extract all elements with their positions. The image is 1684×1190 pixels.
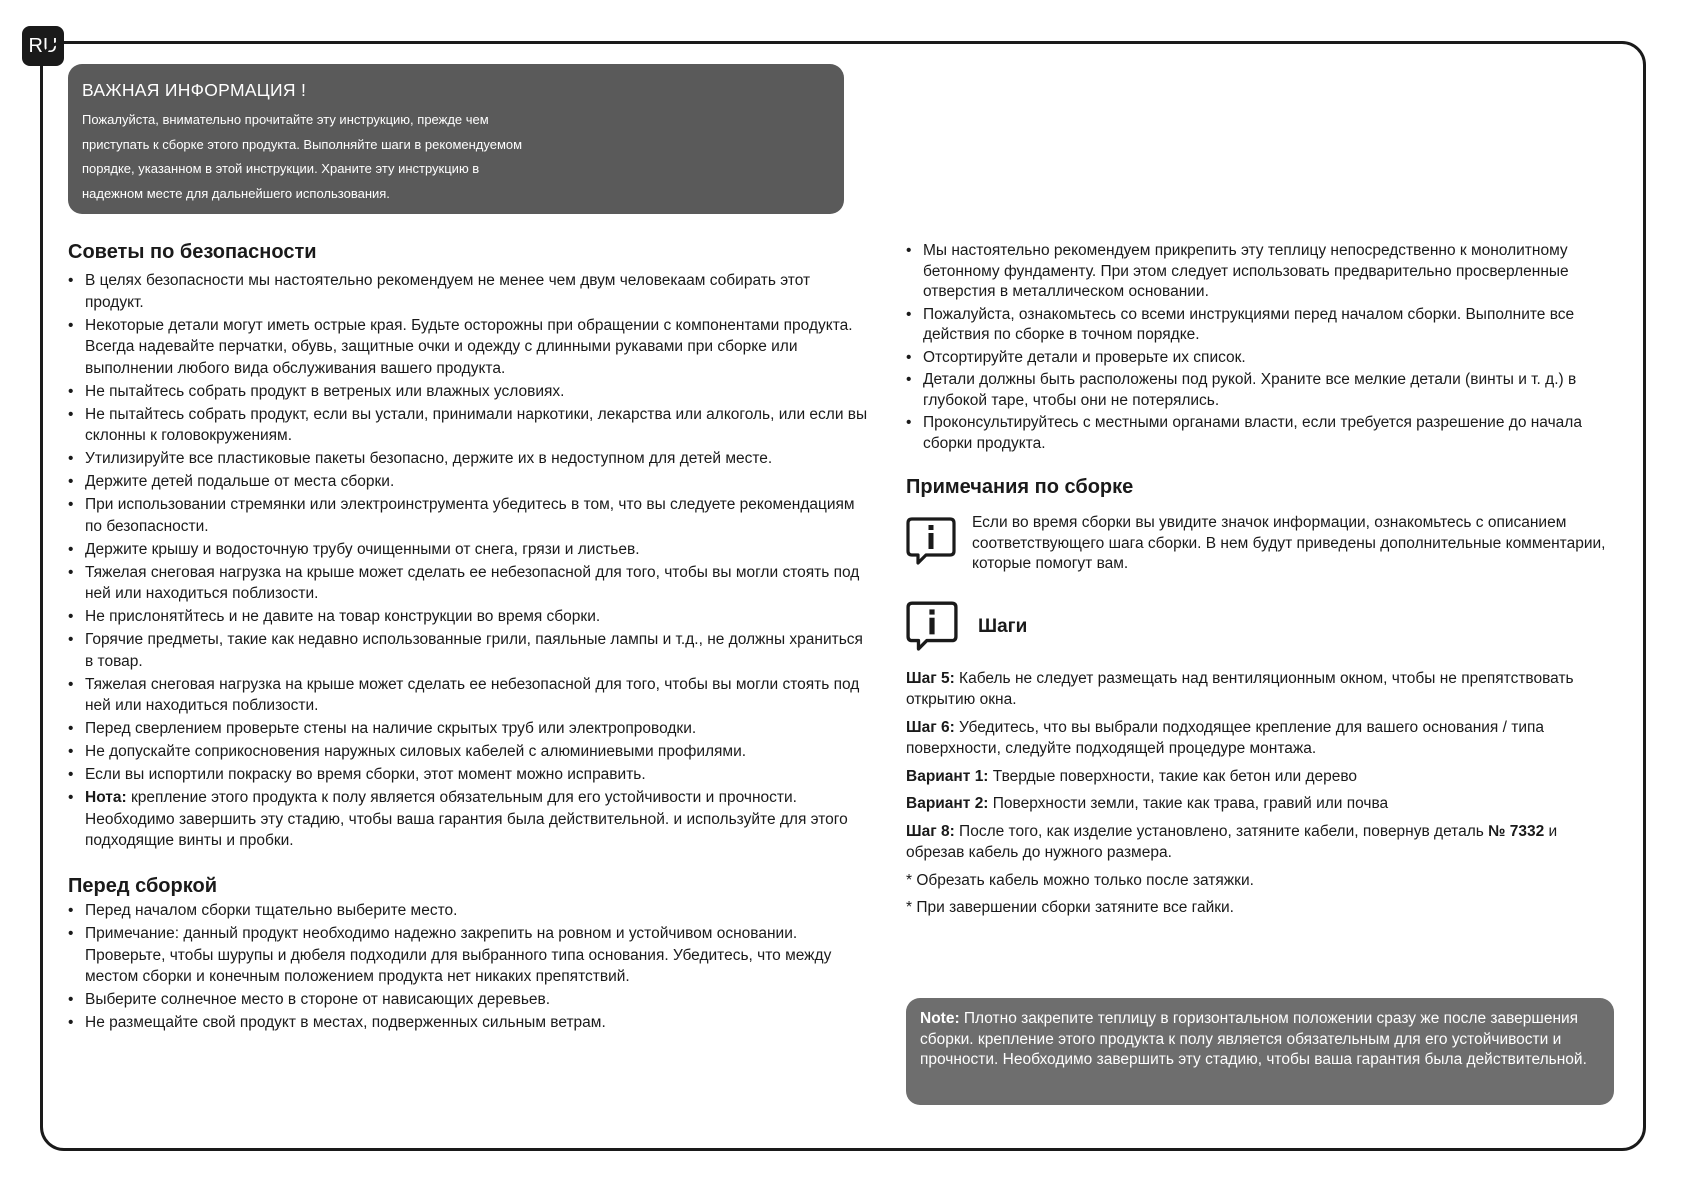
variant-text: Твердые поверхности, такие как бетон или дерево bbox=[988, 767, 1358, 785]
list-item: • Перед началом сборки тщательно выберите место. bbox=[68, 900, 868, 922]
info-note-text: Если во время сборки вы увидите значок информации, ознакомьтесь с описанием соответствующего шага сборки. В нем будут приведены дополнительные комментарии, которые помогут вам. bbox=[972, 514, 1606, 572]
step-text: Убедитесь, что вы выбрали подходящее крепление для вашего основания / типа поверхности, следуйте подходящей процедуре монтажа. bbox=[906, 718, 1544, 757]
list-item: • Не пытайтесь собрать продукт в ветреных или влажных условиях. bbox=[68, 381, 868, 403]
step-label: Шаг 8: bbox=[906, 822, 955, 840]
important-line: приступать к сборке этого продукта. Выполняйте шаги в рекомендуемом bbox=[82, 136, 523, 152]
step-notes bbox=[906, 668, 1616, 919]
list-item: • При использовании стремянки или электроинструмента убедитесь в том, что вы следуете рекомендациям по безопасности. bbox=[68, 494, 868, 537]
note-box bbox=[906, 998, 1614, 1105]
info-icon bbox=[906, 515, 970, 570]
nota-text: крепление этого продукта к полу является обязательным для его устойчивости и прочности. Необходимо завершить эту стадию, чтобы ваша гарантия была действительной. и используйте для этого подходящие винты и пробки. bbox=[85, 789, 848, 849]
step-label: Шаг 6: bbox=[906, 718, 955, 736]
important-info-box bbox=[68, 64, 844, 214]
list-item: • Не размещайте свой продукт в местах, подверженных сильным ветрам. bbox=[68, 1012, 868, 1034]
note-text: Плотно закрепите теплицу в горизонтальном положении сразу же после завершения сборки. крепление этого продукта к полу является обязательным для его устойчивости и прочности. Необходимо завершить эту стадию, чтобы ваша гарантия была действительной. bbox=[920, 1010, 1587, 1068]
variant-2-note bbox=[906, 793, 1616, 815]
list-item: • Горячие предметы, такие как недавно использованные грили, паяльные лампы и т.д., не должны храниться в товар. bbox=[68, 629, 868, 672]
steps-title: Шаги bbox=[978, 616, 1028, 637]
variant-1-note bbox=[906, 766, 1616, 788]
list-item: • Тяжелая снеговая нагрузка на крыше может сделать ее небезопасной для того, чтобы вы могли стоять под ней или находиться поблизости. bbox=[68, 674, 868, 717]
list-item: • Не прислонятйтесь и не давите на товар конструкции во время сборки. bbox=[68, 606, 868, 628]
right-column bbox=[906, 241, 1616, 925]
language-badge: RU bbox=[22, 26, 64, 66]
safety-list bbox=[68, 270, 868, 852]
list-item: • Держите детей подальше от места сборки. bbox=[68, 471, 868, 493]
footnote: * При завершении сборки затяните все гайки. bbox=[906, 899, 1234, 916]
list-item: • Детали должны быть расположены под рукой. Храните все мелкие детали (винты и т. д.) в глубокой таре, чтобы они не потерялись. bbox=[906, 370, 1616, 411]
list-item: • Мы настоятельно рекомендуем прикрепить эту теплицу непосредственно к монолитному бетонному фундаменту. При этом следует использовать предварительно просверленные отверстия в металлическом основании. bbox=[906, 241, 1616, 303]
list-item: • В целях безопасности мы настоятельно рекомендуем не менее чем двум человекаам собирать этот продукт. bbox=[68, 270, 868, 313]
list-item: • Примечание: данный продукт необходимо надежно закрепить на ровном и устойчивом основании. Проверьте, чтобы шурупы и дюбеля подходили для выбранного типа основания. Убедитесь, что между местом сборки и конечным положением продукта нет никаких препятствий. bbox=[68, 923, 868, 988]
list-item: • Отсортируйте детали и проверьте их список. bbox=[906, 348, 1616, 369]
step-8-note bbox=[906, 821, 1616, 864]
step-text: Кабель не следует размещать над вентиляционным окном, чтобы не препятствовать открытию окна. bbox=[906, 669, 1574, 708]
list-item: • Перед сверлением проверьте стены на наличие скрытых труб или электропроводки. bbox=[68, 718, 868, 740]
important-title: ВАЖНАЯ ИНФОРМАЦИЯ ! bbox=[82, 80, 307, 100]
part-number: № 7332 bbox=[1488, 822, 1545, 840]
variant-label: Вариант 2: bbox=[906, 795, 989, 812]
list-item: • Некоторые детали могут иметь острые края. Будьте осторожны при обращении с компонентами продукта. Всегда надевайте перчатки, обувь, защитные очки и одежду с длинными рукавами при сборке или выполнении любого вида обслуживания вашего продукта. bbox=[68, 315, 868, 380]
step-text: и обрезав кабель до нужного размера. bbox=[906, 822, 1558, 861]
info-note-row bbox=[906, 513, 1616, 575]
important-line: надежном месте для дальнейшего использования. bbox=[82, 185, 390, 201]
list-item: • Не допускайте соприкосновения наружных силовых кабелей с алюминиевыми профилями. bbox=[68, 741, 868, 763]
footnote: * Обрезать кабель можно только после затяжки. bbox=[906, 871, 1254, 889]
list-item: • Выберите солнечное место в стороне от нависающих деревьев. bbox=[68, 989, 868, 1011]
list-item: • Тяжелая снеговая нагрузка на крыше может сделать ее небезопасной для того, чтобы вы могли стоять под ней или находиться поблизости. bbox=[68, 562, 868, 605]
list-item: • Если вы испортили покраску во время сборки, этот момент можно исправить. bbox=[68, 764, 868, 786]
step-6-note bbox=[906, 717, 1616, 760]
note-label: Note: bbox=[920, 1010, 960, 1027]
step-5-note bbox=[906, 668, 1616, 711]
assembly-heading: Примечания по сборке bbox=[906, 476, 1134, 498]
list-item: • Не пытайтесь собрать продукт, если вы устали, принимали наркотики, лекарства или алкоголь, или если вы склонны к головокружениям. bbox=[68, 404, 868, 447]
step-label: Шаг 5: bbox=[906, 669, 955, 687]
left-column bbox=[68, 241, 868, 1035]
preparation-list bbox=[906, 241, 1616, 454]
safety-heading: Советы по безопасности bbox=[68, 241, 317, 263]
important-line: порядке, указанном в этой инструкции. Храните эту инструкцию в bbox=[82, 161, 480, 176]
nota-item bbox=[68, 787, 868, 852]
list-item: • Проконсультируйтесь с местными органами власти, если требуется разрешение до начала сборки продукта. bbox=[906, 413, 1616, 454]
variant-text: Поверхности земли, такие как трава, гравий или почва bbox=[988, 795, 1389, 812]
important-line: Пожалуйста, внимательно прочитайте эту инструкцию, прежде чем bbox=[82, 112, 489, 127]
before-list bbox=[68, 900, 868, 1034]
list-item: • Утилизируйте все пластиковые пакеты безопасно, держите их в недоступном для детей месте. bbox=[68, 448, 868, 470]
variant-label: Вариант 1: bbox=[906, 767, 989, 785]
list-item: • Пожалуйста, ознакомьтесь со всеми инструкциями перед началом сборки. Выполните все действия по сборке в точном порядке. bbox=[906, 305, 1616, 346]
steps-header bbox=[906, 599, 1616, 656]
list-item: • Держите крышу и водосточную трубу очищенными от снега, грязи и листьев. bbox=[68, 539, 868, 561]
info-icon bbox=[906, 599, 978, 656]
nota-label: Нота: bbox=[85, 789, 127, 806]
step-text: После того, как изделие установлено, затяните кабели, повернув деталь bbox=[954, 822, 1489, 840]
before-heading: Перед сборкой bbox=[68, 875, 217, 897]
